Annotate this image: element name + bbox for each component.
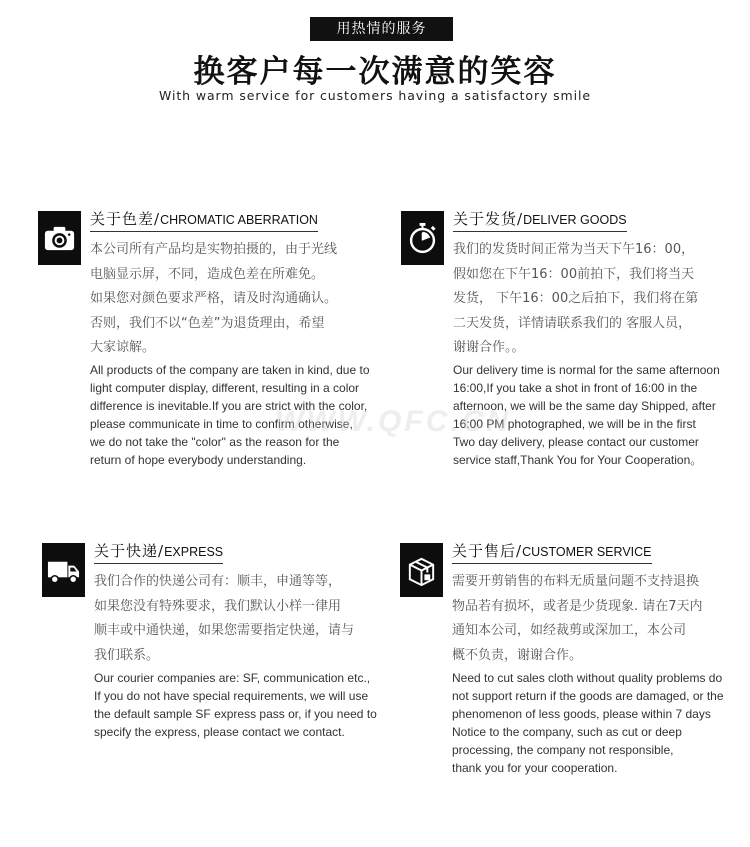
section-en-text: Our courier companies are: SF, communication etc., If you do not have special requirements, we will use the default sample SF express pass or, if you need to specify the express, please contact we contact.: [94, 671, 377, 739]
section-title: 关于发货/DELIVER GOODS: [453, 208, 627, 232]
section-title: 关于色差/CHROMATIC ABERRATION: [90, 208, 318, 232]
page-title: 换客户每一次满意的笑容: [193, 54, 557, 90]
section-customer-service: [400, 543, 745, 793]
section-title: 关于快递/EXPRESS: [94, 540, 223, 564]
section-en-text: Our delivery time is normal for the same afternoon 16:00,If you take a shot in front of 16:00 in the afternoon, we will be the same day Shipped, after 16:00 PM photographed, we will be in the first Two day delivery, please contact our customer service staff,Thank You for Your Cooperation。: [453, 363, 720, 467]
section-cn-text: 需要开剪销售的布料无质量问题不支持退换 物品若有损坏，或者是少货现象. 请在7天内 通知本公司，如经裁剪或深加工，本公司 概不负责，谢谢合作。: [452, 574, 703, 663]
section-en-text: All products of the company are taken in kind, due to light computer display, different, resulting in a color difference is inevitable.If you are strict with the color, please communicate in time to confirm otherwise, we do not take the "color" as the reason for the return of hope everybody understanding.: [90, 363, 370, 467]
stopwatch-icon: [401, 211, 444, 265]
page-subtitle: With warm service for customers having a satisfactory smile: [159, 88, 591, 103]
section-cn-text: 本公司所有产品均是实物拍摄的，由于光线 电脑显示屏，不同，造成色差在所难免。 如果您对颜色要求严格，请及时沟通确认。 否则，我们不以“色差”为退货理由，希望 大家谅解。: [90, 242, 338, 355]
camera-icon: [38, 211, 81, 265]
watermark: WWW.QFC.CN: [275, 405, 512, 438]
truck-icon: [42, 543, 85, 597]
section-cn-text: 我们的发货时间正常为当天下午16：00， 假如您在下午16：00前拍下，我们将当天 发货， 下午16：00之后拍下，我们将在第 二天发货，详情请联系我们的 客服人员， 谢谢合作。。: [453, 242, 699, 355]
header-tag: 用热情的服务: [310, 17, 453, 41]
section-en-text: Need to cut sales cloth without quality problems do not support return if the goods are damaged, or the phenomenon of less goods, please within 7 days Notice to the company, such as cut or deep processing, the company not responsible, thank you for your cooperation.: [452, 671, 724, 775]
section-cn-text: 我们合作的快递公司有：顺丰，申通等等， 如果您没有特殊要求，我们默认小样一律用 顺丰或中通快递，如果您需要指定快递，请与 我们联系。: [94, 574, 355, 663]
section-express: [42, 543, 387, 763]
package-icon: [400, 543, 443, 597]
section-title: 关于售后/CUSTOMER SERVICE: [452, 540, 652, 564]
